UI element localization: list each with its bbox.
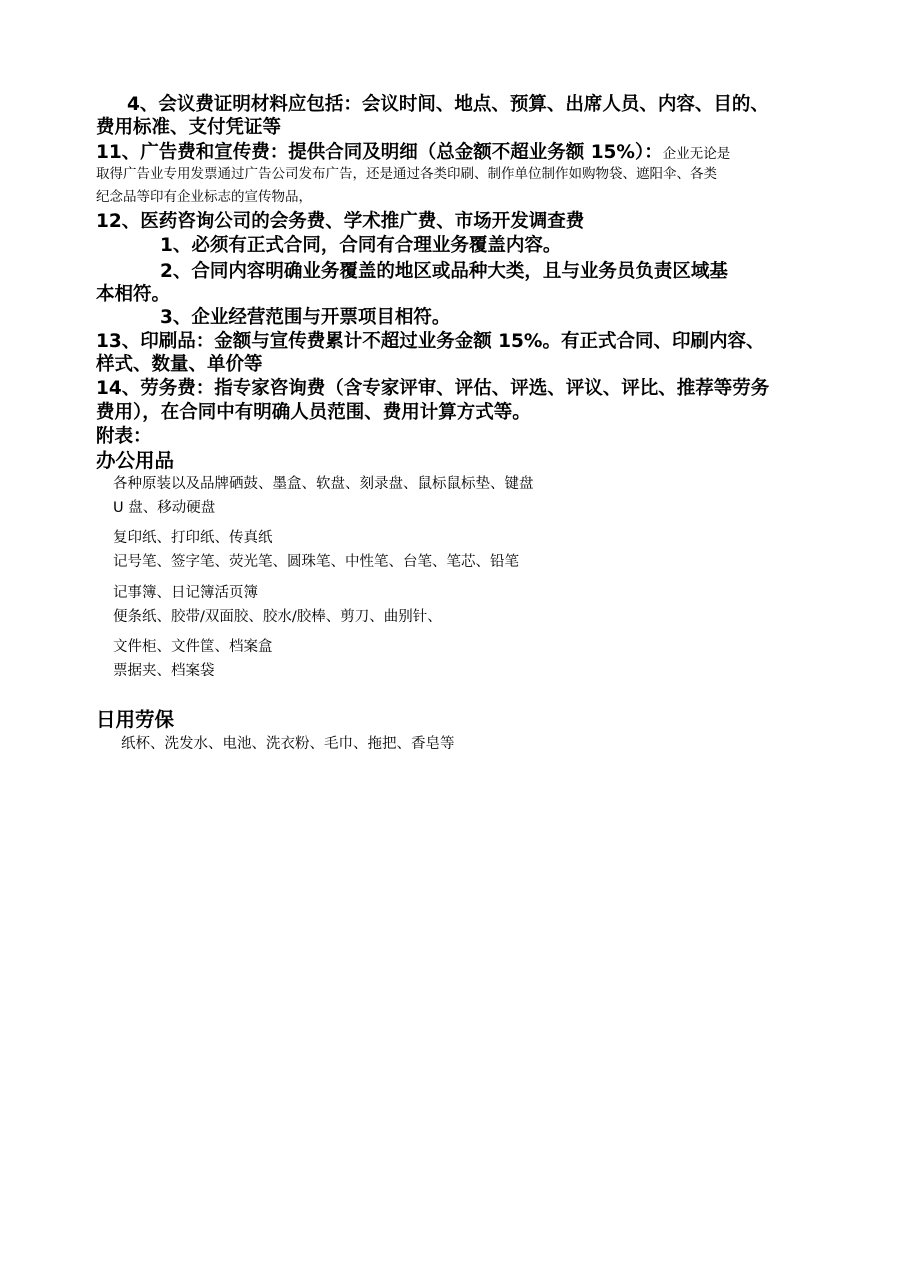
- office-supplies-title: 办公用品: [96, 449, 175, 472]
- meeting-line-1: 4、会议费证明材料应包括：会议时间、地点、预算、出席人员、内容、目的、: [127, 94, 769, 115]
- office-item: 复印纸、打印纸、传真纸: [113, 530, 273, 546]
- office-item: 票据夹、档案袋: [113, 663, 215, 679]
- printing-line-1: 13、印刷品：金额与宣传费累计不超过业务金额 15%。有正式合同、印刷内容、: [96, 331, 765, 352]
- office-item: 文件柜、文件筐、档案盒: [113, 639, 273, 655]
- office-item: 记事簿、日记簿活页簿: [113, 585, 258, 601]
- labor-line-2: 费用），在合同中有明确人员范围、费用计算方式等。: [96, 402, 531, 423]
- office-item: 各种原装以及品牌硒鼓、墨盒、软盘、刻录盘、鼠标鼠标垫、键盘: [113, 476, 534, 492]
- advertising-note-start: 企业无论是: [662, 146, 731, 162]
- pharma-heading: 12、医药咨询公司的会务费、学术推广费、市场开发调查费: [96, 211, 585, 232]
- pharma-item-2: 2、合同内容明确业务覆盖的地区或品种大类，且与业务员负责区域基: [160, 261, 728, 282]
- office-item: U 盘、移动硬盘: [113, 500, 216, 516]
- advertising-note-line-3: 纪念品等印有企业标志的宣传物品，: [96, 189, 312, 205]
- daily-labor-items: 纸杯、洗发水、电池、洗衣粉、毛巾、拖把、香皂等: [121, 736, 455, 752]
- printing-line-2: 样式、数量、单价等: [96, 354, 263, 375]
- appendix-label: 附表：: [96, 426, 152, 447]
- pharma-item-3: 3、企业经营范围与开票项目相符。: [160, 307, 451, 328]
- office-item: 记号笔、签字笔、荧光笔、圆珠笔、中性笔、台笔、笔芯、铅笔: [113, 554, 519, 570]
- pharma-item-1: 1、必须有正式合同，合同有合理业务覆盖内容。: [160, 235, 562, 256]
- daily-labor-title: 日用劳保: [96, 708, 175, 731]
- advertising-heading-text: 11、广告费和宣传费：提供合同及明细（总金额不超业务额 15%）：: [96, 142, 663, 163]
- meeting-line-2: 费用标准、支付凭证等: [96, 117, 282, 138]
- advertising-heading: [96, 141, 730, 166]
- advertising-note-line-2: 取得广告业专用发票通过广告公司发布广告，还是通过各类印刷、制作单位制作如购物袋、遮阳伞、各类: [96, 166, 717, 182]
- labor-line-1: 14、劳务费：指专家咨询费（含专家评审、评估、评选、评议、评比、推荐等劳务: [96, 378, 770, 399]
- office-item: 便条纸、胶带/双面胶、胶水/胶棒、剪刀、曲别针、: [113, 609, 442, 625]
- pharma-item-2-cont: 本相符。: [96, 284, 171, 305]
